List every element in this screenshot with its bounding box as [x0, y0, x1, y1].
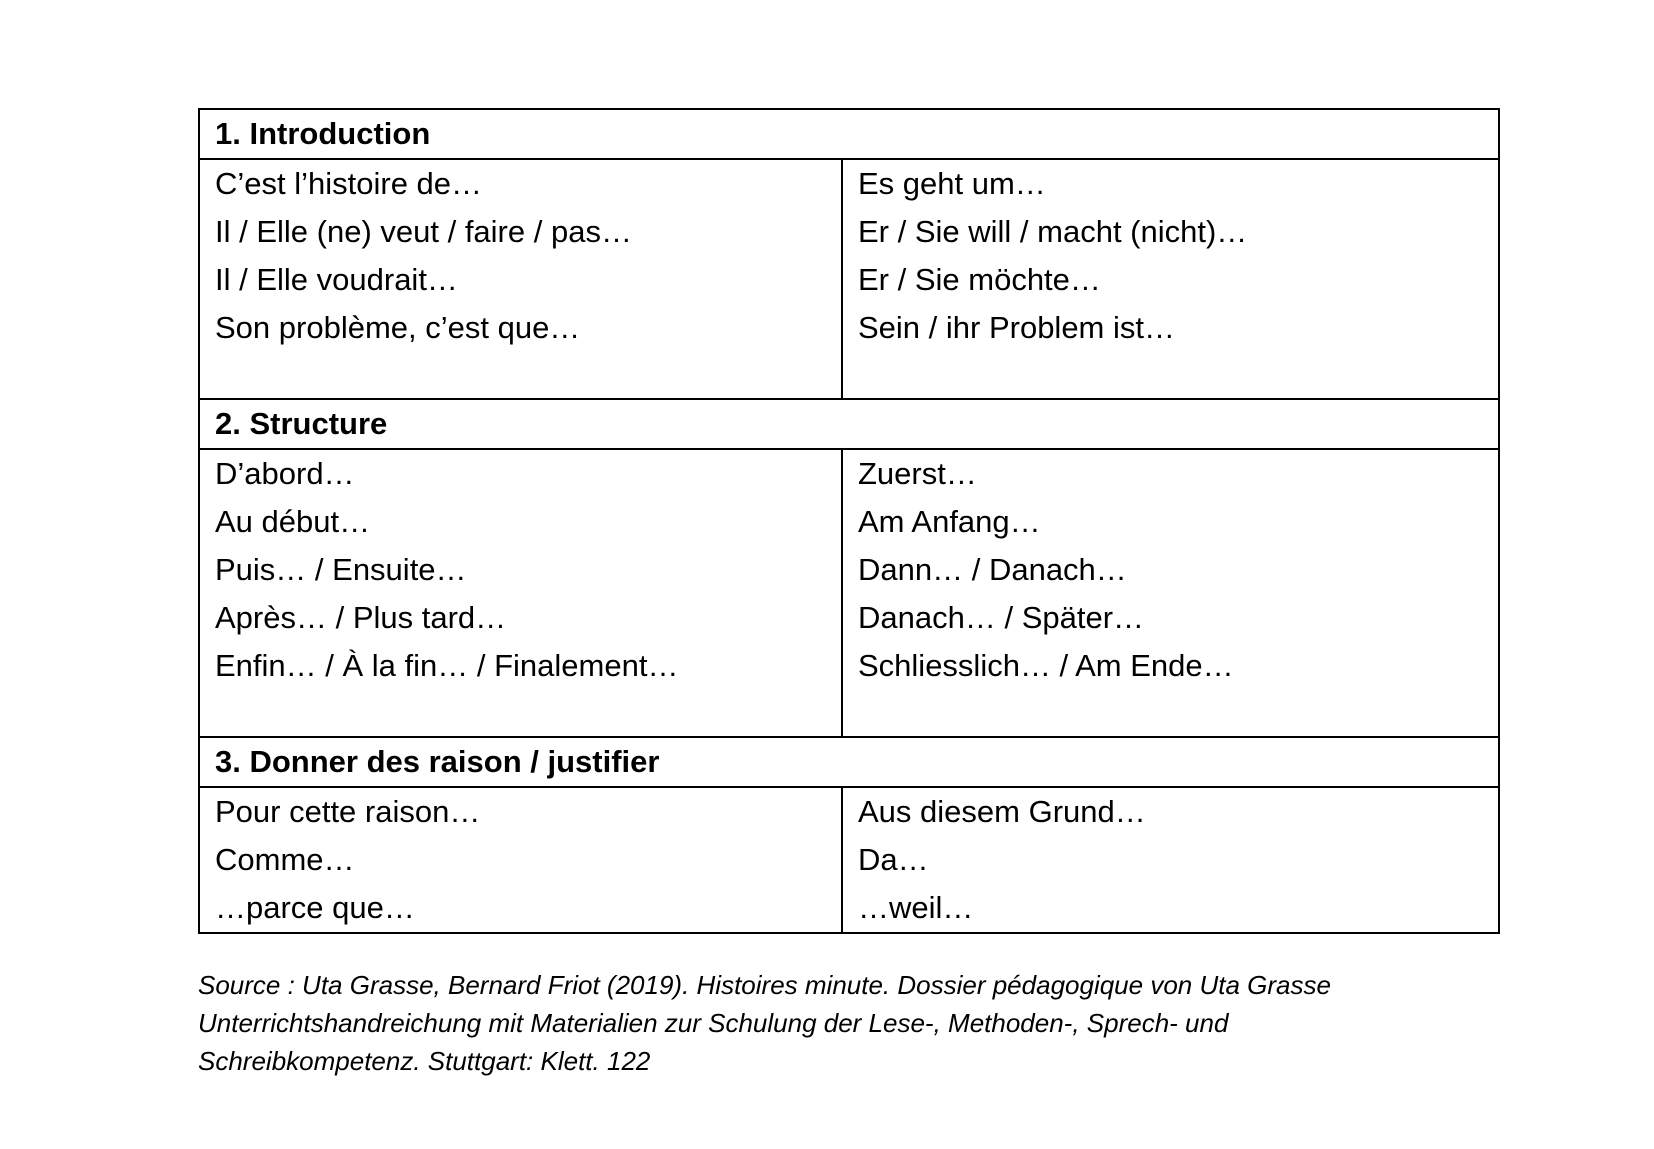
german-phrases-cell	[842, 159, 1499, 399]
french-phrases-cell	[199, 787, 842, 933]
source-line: Schreibkompetenz. Stuttgart: Klett. 122	[198, 1046, 651, 1076]
french-phrase: Au début…	[215, 504, 371, 539]
section-heading-row	[199, 109, 1499, 159]
source-citation	[198, 966, 1498, 1080]
german-phrase: Sein / ihr Problem ist…	[858, 310, 1175, 345]
french-phrase: Puis… / Ensuite…	[215, 552, 467, 587]
phrase-table	[198, 108, 1500, 934]
german-phrase: Es geht um…	[858, 166, 1046, 201]
french-phrase: Pour cette raison…	[215, 794, 481, 829]
french-phrase: D’abord…	[215, 456, 355, 491]
section-heading-row	[199, 399, 1499, 449]
german-phrase: Danach… / Später…	[858, 600, 1145, 635]
german-phrase: Zuerst…	[858, 456, 977, 491]
french-phrase: C’est l’histoire de…	[215, 166, 483, 201]
german-phrase: Aus diesem Grund…	[858, 794, 1146, 829]
french-phrase: Comme…	[215, 842, 355, 877]
french-phrase: …parce que…	[215, 890, 415, 925]
german-phrase: Er / Sie will / macht (nicht)…	[858, 214, 1248, 249]
german-phrase: Dann… / Danach…	[858, 552, 1127, 587]
french-phrase: Enfin… / À la fin… / Finalement…	[215, 648, 679, 683]
german-phrases-cell	[842, 787, 1499, 933]
german-phrase: Am Anfang…	[858, 504, 1041, 539]
section-heading-structure: 2. Structure	[199, 399, 1499, 449]
french-phrase: Son problème, c’est que…	[215, 310, 581, 345]
section-body-row	[199, 787, 1499, 933]
section-heading-introduction: 1. Introduction	[199, 109, 1499, 159]
german-phrase: …weil…	[858, 890, 974, 925]
source-line: Source : Uta Grasse, Bernard Friot (2019). Histoires minute. Dossier pédagogique von Uta Grasse	[198, 970, 1331, 1000]
german-phrase: Da…	[858, 842, 929, 877]
section-body-row	[199, 449, 1499, 737]
section-body-row	[199, 159, 1499, 399]
section-heading-row	[199, 737, 1499, 787]
german-phrase: Schliesslich… / Am Ende…	[858, 648, 1234, 683]
french-phrases-cell	[199, 449, 842, 737]
french-phrase: Il / Elle voudrait…	[215, 262, 458, 297]
french-phrase: Il / Elle (ne) veut / faire / pas…	[215, 214, 632, 249]
source-line: Unterrichtshandreichung mit Materialien zur Schulung der Lese-, Methoden-, Sprech- und	[198, 1008, 1229, 1038]
french-phrase: Après… / Plus tard…	[215, 600, 507, 635]
section-heading-reasons: 3. Donner des raison / justifier	[199, 737, 1499, 787]
german-phrases-cell	[842, 449, 1499, 737]
german-phrase: Er / Sie möchte…	[858, 262, 1101, 297]
french-phrases-cell	[199, 159, 842, 399]
